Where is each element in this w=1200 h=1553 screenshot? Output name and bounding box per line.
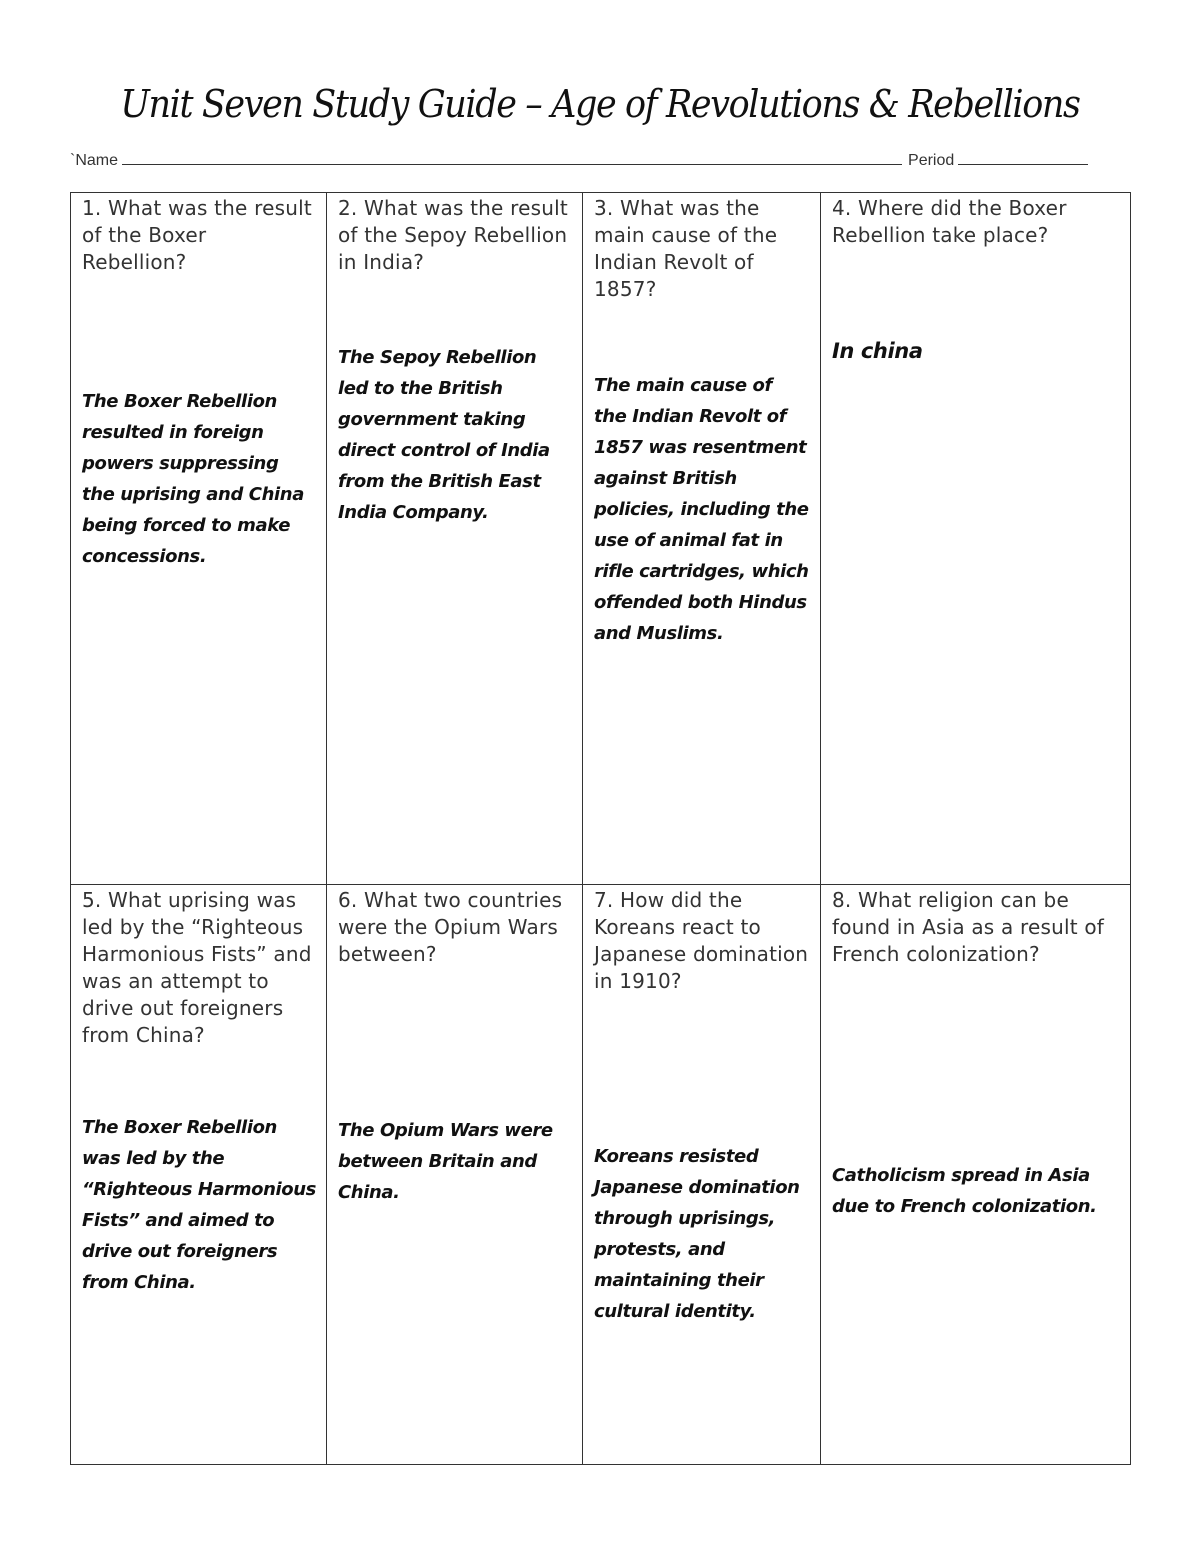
question-cell-4 (821, 193, 1131, 885)
question-text: 7. How did the Koreans react to Japanese domination in 1910? (594, 888, 809, 993)
table-row (71, 885, 1131, 1465)
answer-text: Koreans resisted Japanese domination through uprisings, protests, and maintaining their cultural identity. (594, 1146, 800, 1322)
name-blank[interactable] (122, 152, 902, 165)
study-guide-table (70, 192, 1131, 1465)
name-label: `Name (70, 152, 119, 169)
answer-text: Catholicism spread in Asia due to French colonization. (832, 1165, 1097, 1217)
question-text: 4. Where did the Boxer Rebellion take place? (832, 196, 1067, 247)
question-text: 6. What two countries were the Opium Wars between? (338, 888, 563, 966)
question-cell-5 (71, 885, 327, 1465)
answer-text: The Sepoy Rebellion led to the British government taking direct control of India from the British East India Company. (338, 347, 550, 523)
page-title: Unit Seven Study Guide – Age of Revolutions & Rebellions (120, 82, 1080, 126)
table-row (71, 193, 1131, 885)
question-cell-6 (327, 885, 583, 1465)
question-text: 5. What uprising was led by the “Righteous Harmonious Fists” and was an attempt to drive out foreigners from China? (82, 888, 312, 1047)
question-text: 8. What religion can be found in Asia as a result of French colonization? (832, 888, 1105, 966)
period-label: Period (908, 152, 955, 169)
question-cell-1 (71, 193, 327, 885)
question-text: 1. What was the result of the Boxer Rebellion? (82, 196, 312, 274)
period-blank[interactable] (958, 152, 1088, 165)
question-cell-8 (821, 885, 1131, 1465)
question-text: 3. What was the main cause of the Indian Revolt of 1857? (594, 196, 778, 301)
question-cell-3 (583, 193, 821, 885)
question-cell-7 (583, 885, 821, 1465)
name-period-line (70, 152, 1115, 170)
question-text: 2. What was the result of the Sepoy Rebellion in India? (338, 196, 568, 274)
question-cell-2 (327, 193, 583, 885)
answer-text: The Opium Wars were between Britain and China. (338, 1120, 553, 1203)
answer-text: The Boxer Rebellion resulted in foreign powers suppressing the uprising and China being forced to make concessions. (82, 391, 304, 567)
answer-text: The Boxer Rebellion was led by the “Righteous Harmonious Fists” and aimed to drive out foreigners from China. (82, 1117, 316, 1293)
answer-text: In china (832, 339, 923, 363)
answer-text: The main cause of the Indian Revolt of 1857 was resentment against British policies, including the use of animal fat in rifle cartridges, which offended both Hindus and Muslims. (594, 375, 809, 644)
